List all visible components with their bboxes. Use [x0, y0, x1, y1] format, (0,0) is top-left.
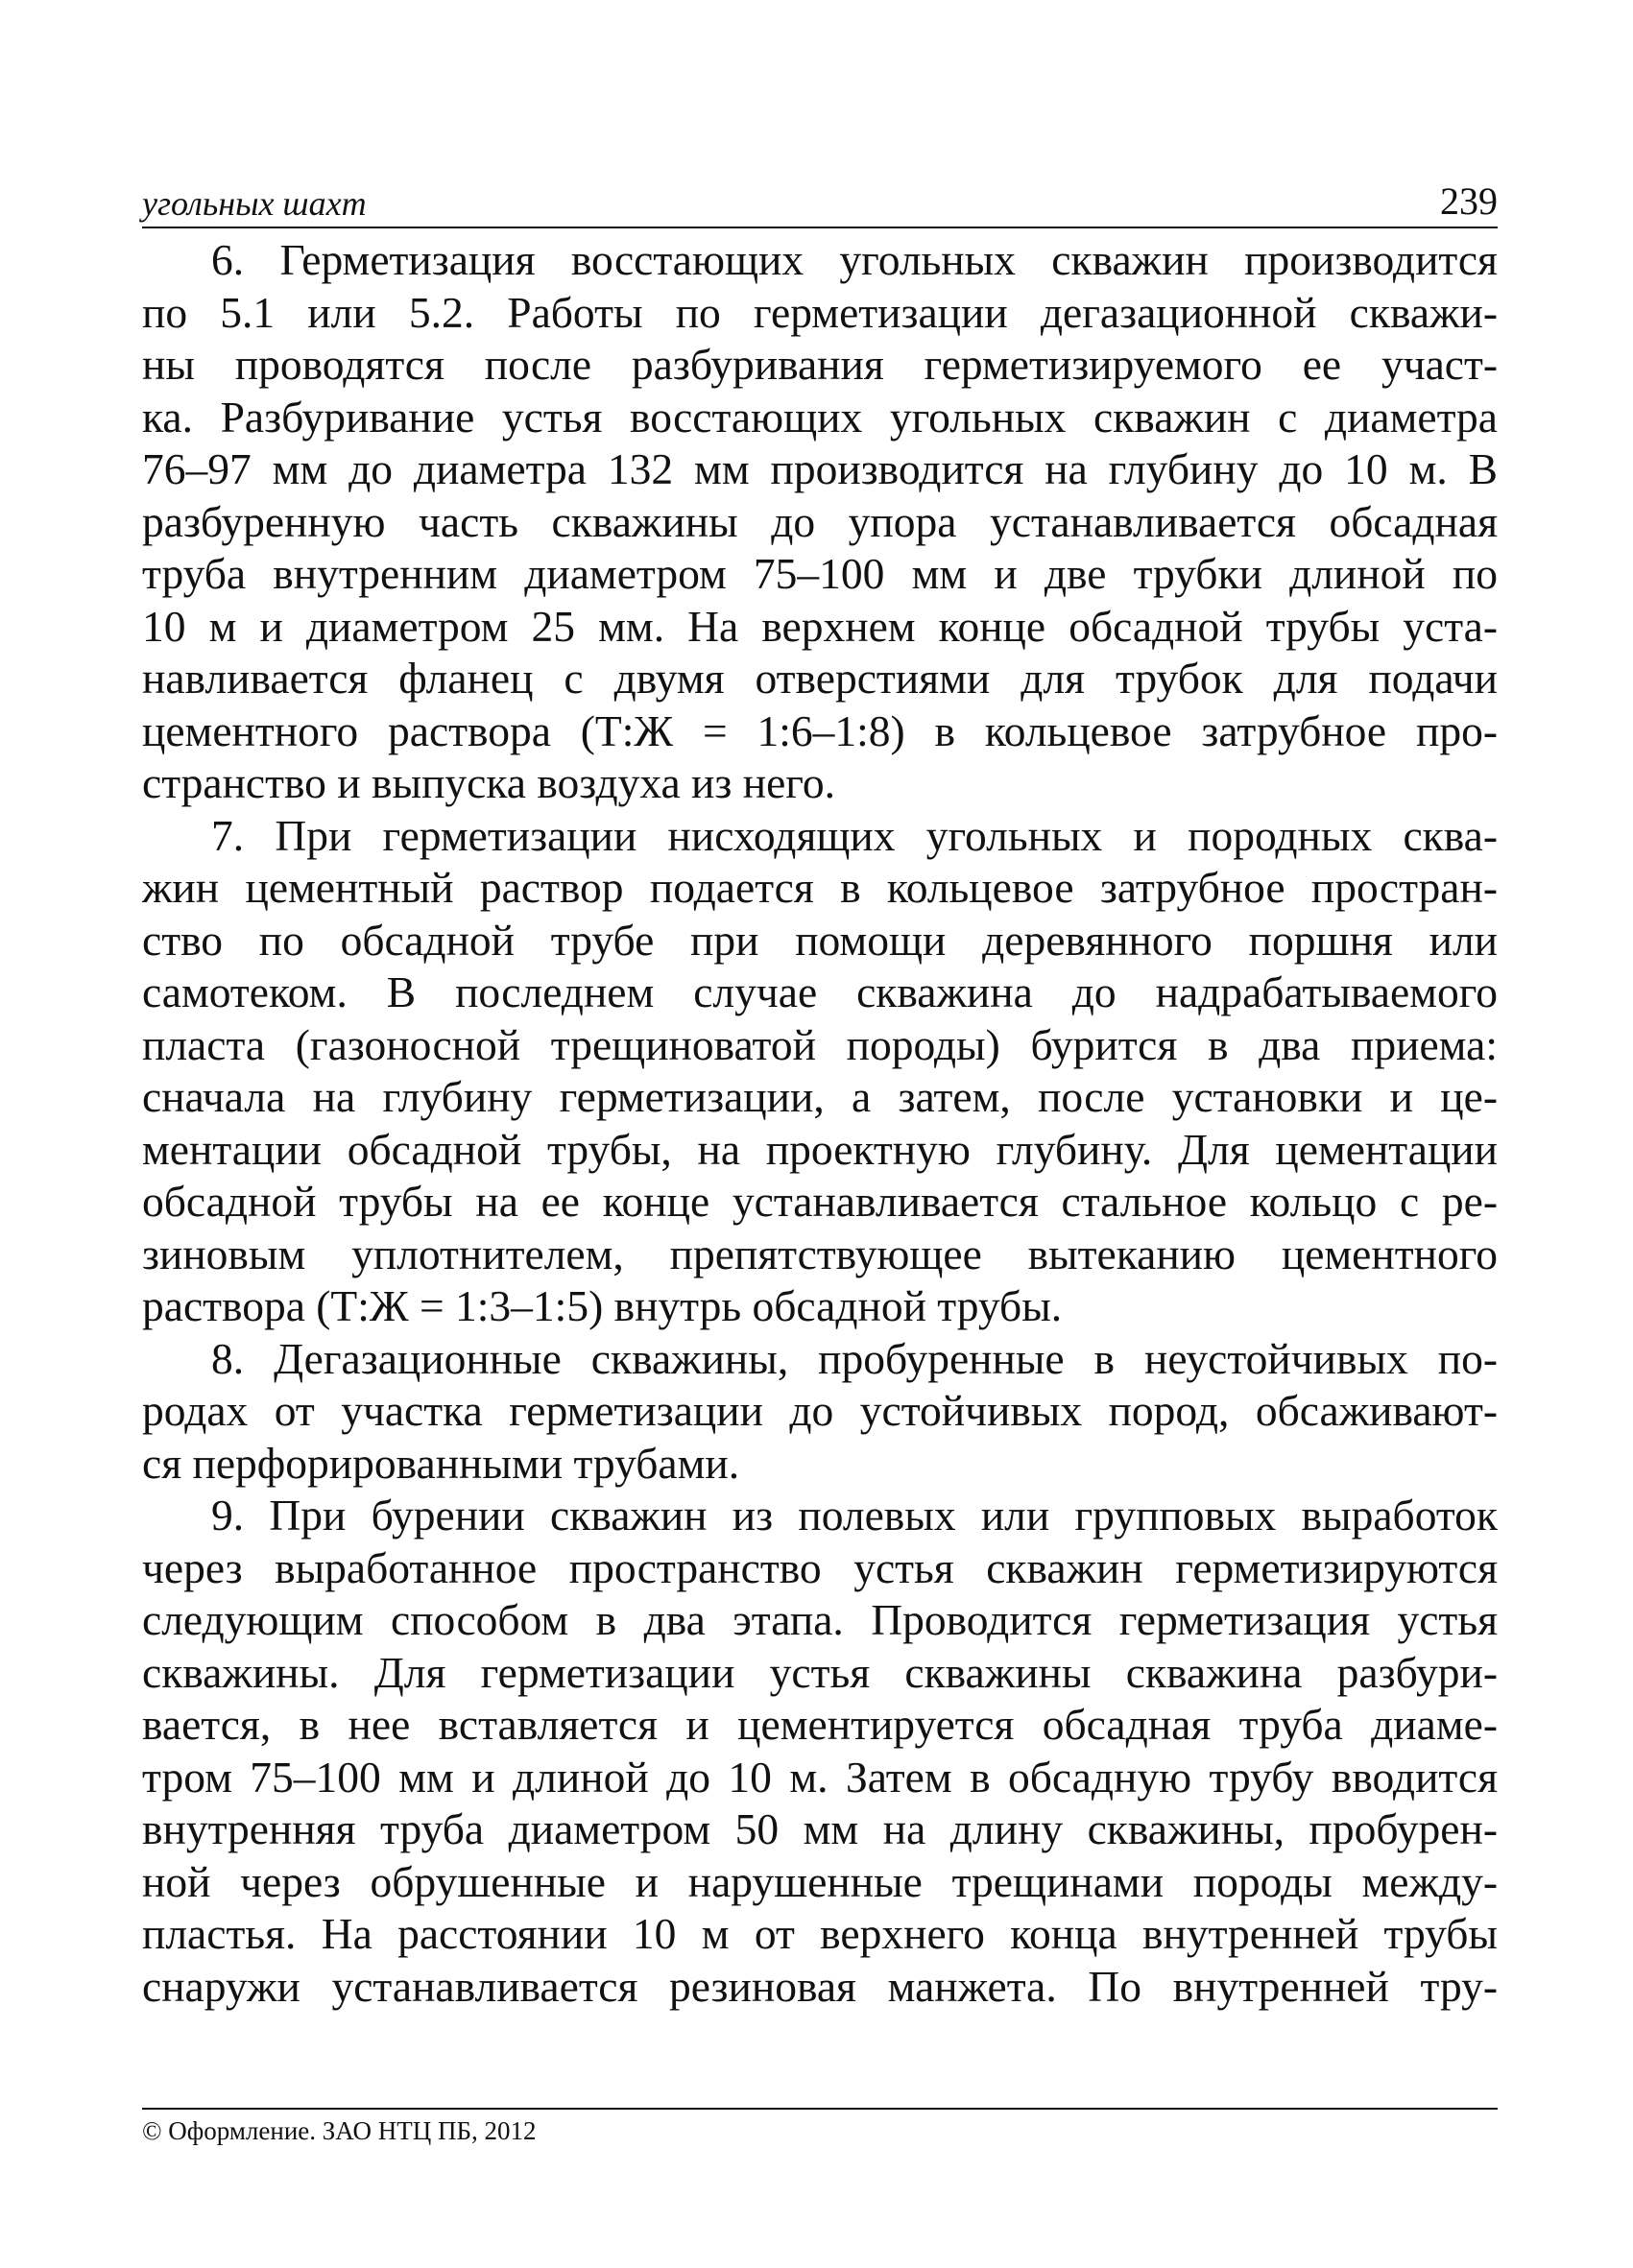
text-line: 6. Герметизация восстающих угольных скважин производится	[211, 235, 1498, 284]
text-line: раствора (Т:Ж = 1:3–1:5) внутрь обсадной трубы.	[142, 1281, 1063, 1330]
text-line: родах от участка герметизации до устойчивых пород, обсаживают-	[142, 1386, 1498, 1435]
text-line: обсадной трубы на ее конце устанавливается стальное кольцо с ре-	[142, 1177, 1498, 1226]
paragraph	[142, 1333, 1498, 1491]
text-line: ство по обсадной трубе при помощи деревянного поршня или	[142, 915, 1498, 965]
paragraph	[142, 1490, 1498, 2013]
text-line: скважины. Для герметизации устья скважины скважина разбури-	[142, 1647, 1498, 1697]
text-line: пластья. На расстоянии 10 м от верхнего конца внутренней трубы	[142, 1909, 1498, 1958]
text-line: по 5.1 или 5.2. Работы по герметизации дегазационной скважи-	[142, 287, 1498, 337]
text-line: ментации обсадной трубы, на проектную глубину. Для цементации	[142, 1124, 1498, 1174]
text-line: 10 м и диаметром 25 мм. На верхнем конце обсадной трубы уста-	[142, 601, 1498, 651]
text-line: 7. При герметизации нисходящих угольных и породных сква-	[211, 810, 1498, 860]
running-header	[142, 173, 1498, 228]
text-line: ся перфорированными трубами.	[142, 1438, 740, 1488]
paragraph	[142, 810, 1498, 1333]
text-line: 76–97 мм до диаметра 132 мм производится на глубину до 10 м. В	[142, 444, 1498, 493]
paragraph	[142, 234, 1498, 810]
text-line: самотеком. В последнем случае скважина до надрабатываемого	[142, 967, 1498, 1016]
text-line: навливается фланец с двумя отверстиями для трубок для подачи	[142, 654, 1498, 703]
text-line: ны проводятся после разбуривания герметизируемого ее участ-	[142, 340, 1498, 389]
text-line: жин цементный раствор подается в кольцевое затрубное простран-	[142, 863, 1498, 912]
text-line: вается, в нее вставляется и цементируется обсадная труба диаме-	[142, 1700, 1498, 1749]
text-line: труба внутренним диаметром 75–100 мм и две трубки длиной по	[142, 549, 1498, 598]
running-title: угольных шахт	[142, 184, 367, 223]
text-line: пласта (газоносной трещиноватой породы) бурится в два приема:	[142, 1019, 1498, 1069]
text-line: 9. При бурении скважин из полевых или групповых выработок	[211, 1491, 1498, 1540]
document-page	[142, 173, 1498, 2013]
text-line: через выработанное пространство устья скважин герметизируются	[142, 1542, 1498, 1592]
copyright-notice: © Оформление. ЗАО НТЦ ПБ, 2012	[142, 2116, 537, 2145]
text-line: ной через обрушенные и нарушенные трещинами породы междy-	[142, 1856, 1498, 1906]
page-footer	[142, 2108, 1498, 2146]
text-line: зиновым уплотнителем, препятствующее вытеканию цементного	[142, 1229, 1498, 1278]
page-number: 239	[1440, 179, 1498, 223]
text-line: 8. Дегазационные скважины, пробуренные в неустойчивых по-	[211, 1333, 1498, 1383]
text-line: внутренняя труба диаметром 50 мм на длину скважины, пробурен-	[142, 1804, 1498, 1853]
text-line: следующим способом в два этапа. Проводится герметизация устья	[142, 1595, 1498, 1644]
text-line: ка. Разбуривание устья восстающих угольных скважин с диаметра	[142, 392, 1498, 442]
text-line: разбуренную часть скважины до упора устанавливается обсадная	[142, 496, 1498, 546]
text-line: снаружи устанавливается резиновая манжета. По внутренней тру-	[142, 1961, 1498, 2011]
text-line: цементного раствора (Т:Ж = 1:6–1:8) в кольцевое затрубное про-	[142, 705, 1498, 755]
text-line: тром 75–100 мм и длиной до 10 м. Затем в обсадную трубу вводится	[142, 1752, 1498, 1802]
body-text	[142, 234, 1498, 2013]
text-line: странство и выпуска воздуха из него.	[142, 758, 835, 807]
text-line: сначала на глубину герметизации, а затем, после установки и це-	[142, 1072, 1498, 1121]
